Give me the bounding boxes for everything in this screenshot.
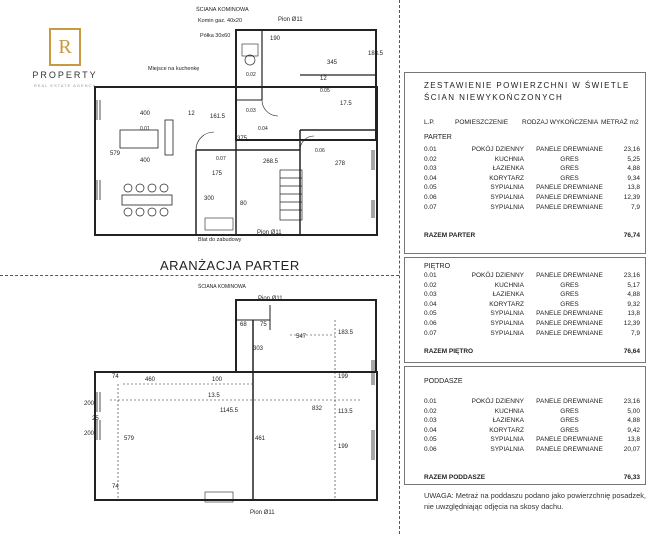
row-material: GRES: [560, 155, 579, 163]
dim-400-b: 400: [140, 158, 151, 164]
room-tag-004: 0.04: [258, 126, 268, 132]
row-room: SYPIALNIA: [490, 310, 524, 318]
row-area: 13,8: [627, 310, 640, 318]
row-material: PANELE DREWNIANE: [536, 310, 603, 318]
row-area: 7,9: [630, 203, 640, 211]
row-room: KORYTARZ: [489, 426, 524, 434]
row-lp: 0.01: [424, 272, 437, 279]
row-area: 23,16: [623, 398, 640, 405]
plan-top-shelf-label: Półka 30x60: [200, 33, 231, 39]
table-row: [424, 146, 640, 156]
plan-top-pipe-label: Pion Ø11: [278, 17, 303, 23]
dim-579: 579: [110, 151, 121, 157]
vertical-divider: [399, 0, 400, 534]
row-lp: 0.06: [424, 194, 437, 201]
row-lp: 0.03: [424, 165, 437, 173]
dim-12-a: 12: [188, 111, 195, 117]
dim-461: 461: [255, 436, 266, 442]
dim-75: 75: [260, 322, 267, 328]
row-lp: 0.05: [424, 436, 437, 444]
row-room: SYPIALNIA: [490, 436, 524, 444]
row-material: PANELE DREWNIANE: [536, 203, 603, 211]
table-row: [424, 320, 640, 330]
dim-161-5: 161.5: [210, 114, 226, 120]
row-material: GRES: [560, 426, 579, 434]
row-material: GRES: [560, 300, 579, 308]
row-material: PANELE DREWNIANE: [536, 146, 603, 153]
row-room: SYPIALNIA: [490, 194, 524, 201]
row-room: SYPIALNIA: [490, 320, 524, 327]
room-tag-002: 0.02: [246, 72, 256, 78]
table-row: [424, 272, 640, 282]
row-room: ŁAZIENKA: [492, 417, 524, 425]
row-lp: 0.07: [424, 203, 437, 211]
plan-arrangement: [95, 300, 377, 502]
dim-74-b: 74: [112, 484, 119, 490]
row-material: PANELE DREWNIANE: [536, 194, 603, 201]
row-room: POKÓJ DZIENNY: [471, 272, 524, 279]
row-material: GRES: [560, 417, 579, 425]
row-area: 12,39: [623, 194, 640, 201]
row-material: PANELE DREWNIANE: [536, 398, 603, 405]
row-material: GRES: [560, 165, 579, 173]
row-lp: 0.02: [424, 407, 437, 415]
total-parter: [424, 232, 640, 242]
row-lp: 0.04: [424, 300, 437, 308]
section-pietro: PIĘTRO: [424, 263, 451, 270]
row-area: 5,17: [627, 281, 640, 289]
table-row: [424, 175, 640, 185]
row-area: 4,88: [627, 291, 640, 299]
dim-303: 303: [253, 346, 264, 352]
header-area: METRAŻ m2: [601, 119, 639, 126]
dim-547: 547: [296, 334, 307, 340]
plan-arrangement-labels: [84, 282, 354, 516]
row-lp: 0.02: [424, 155, 437, 163]
room-tag-001: 0.01: [140, 126, 150, 132]
row-material: PANELE DREWNIANE: [536, 184, 603, 192]
row-area: 5,25: [627, 155, 640, 163]
dim-100: 100: [212, 377, 223, 383]
dim-832: 832: [312, 406, 323, 412]
dim-13-5: 13.5: [208, 393, 220, 399]
header-lp: L.P.: [424, 119, 435, 126]
total-parter-value: 76,74: [623, 232, 640, 239]
dim-200-a: 200: [84, 401, 95, 407]
total-pietro-label: RAZEM PIĘTRO: [424, 348, 474, 355]
dim-300: 300: [204, 196, 215, 202]
table-row: [424, 330, 640, 340]
note-text: UWAGA: Metraż na poddaszu podano jako powierzchnię posadzek, nie uwzględniając odjęcia na skosy dachu.: [424, 491, 646, 511]
dim-183-5: 183.5: [368, 51, 384, 57]
row-room: KORYTARZ: [489, 300, 524, 308]
total-pietro-value: 76,64: [623, 348, 640, 355]
row-area: 7,9: [630, 329, 640, 337]
row-material: GRES: [560, 174, 579, 182]
row-material: GRES: [560, 281, 579, 289]
row-area: 13,8: [627, 436, 640, 444]
dim-345: 345: [327, 60, 338, 66]
header-room: POMIESZCZENIE: [455, 119, 509, 126]
dim-12-b: 12: [320, 76, 327, 82]
row-area: 9,42: [627, 426, 640, 434]
table-row: [424, 427, 640, 437]
plan-top-counter-label: Blat do zabudowy: [198, 237, 242, 243]
arrangement-title: ARANŻACJA PARTER: [160, 258, 300, 273]
row-room: SYPIALNIA: [490, 184, 524, 192]
row-lp: 0.04: [424, 174, 437, 182]
row-area: 9,34: [627, 174, 640, 182]
row-material: PANELE DREWNIANE: [536, 272, 603, 279]
row-area: 4,88: [627, 417, 640, 425]
row-material: PANELE DREWNIANE: [536, 436, 603, 444]
row-area: 23,16: [623, 146, 640, 153]
row-lp: 0.01: [424, 146, 437, 153]
plan-top-chimney-label: ŚCIANA KOMINOWA: [196, 7, 249, 13]
table-row: [424, 194, 640, 204]
row-area: 5,00: [627, 407, 640, 415]
dim-17-5: 17.5: [340, 101, 352, 107]
row-room: SYPIALNIA: [490, 446, 524, 453]
row-lp: 0.05: [424, 310, 437, 318]
logo-letter: R: [58, 36, 72, 58]
row-area: 23,16: [623, 272, 640, 279]
row-lp: 0.05: [424, 184, 437, 192]
dim-199-a: 199: [338, 374, 349, 380]
row-material: GRES: [560, 291, 579, 299]
row-room: KUCHNIA: [494, 155, 524, 163]
total-poddasze-label: RAZEM PODDASZE: [424, 474, 486, 481]
total-parter-label: RAZEM PARTER: [424, 232, 476, 239]
table-row: [424, 446, 640, 456]
total-pietro: [424, 348, 640, 358]
table-row: [424, 398, 640, 408]
row-room: KUCHNIA: [494, 407, 524, 415]
header-material: RODZAJ WYKOŃCZENIA: [522, 119, 599, 126]
table-row: [424, 184, 640, 194]
dim-278: 278: [335, 161, 346, 167]
dim-200-b: 200: [84, 431, 95, 437]
row-lp: 0.07: [424, 329, 437, 337]
dim-74-a: 74: [112, 374, 119, 380]
plan-bottom-pipe-top-label: Pion Ø11: [258, 296, 283, 302]
row-material: PANELE DREWNIANE: [536, 320, 603, 327]
table-row: [424, 408, 640, 418]
dim-375: 375: [237, 136, 248, 142]
row-room: KUCHNIA: [494, 281, 524, 289]
dim-113-5: 113.5: [338, 409, 353, 415]
row-material: PANELE DREWNIANE: [536, 446, 603, 453]
table-row: [424, 291, 640, 301]
row-lp: 0.03: [424, 417, 437, 425]
section-parter: PARTER: [424, 134, 452, 141]
table-row: [424, 436, 640, 446]
row-room: SYPIALNIA: [490, 329, 524, 337]
row-room: ŁAZIENKA: [492, 165, 524, 173]
row-lp: 0.01: [424, 398, 437, 405]
table-row: [424, 301, 640, 311]
row-lp: 0.02: [424, 281, 437, 289]
row-room: KORYTARZ: [489, 174, 524, 182]
room-tag-007: 0.07: [216, 156, 226, 162]
plan-bottom-pipe-bottom-label: Pion Ø11: [250, 510, 275, 516]
table-row: [424, 165, 640, 175]
dim-80: 80: [240, 201, 247, 207]
table-row: [424, 156, 640, 166]
plan-top-chimney-dims: Komin gaz. 40x20: [198, 18, 243, 24]
dim-400-a: 400: [140, 111, 151, 117]
row-area: 9,32: [627, 300, 640, 308]
row-room: POKÓJ DZIENNY: [471, 146, 524, 153]
row-room: POKÓJ DZIENNY: [471, 398, 524, 405]
dim-579-b: 579: [124, 436, 135, 442]
room-tag-003: 0.03: [246, 108, 256, 114]
dim-68: 68: [240, 322, 247, 328]
total-poddasze-value: 76,33: [623, 474, 640, 481]
dim-25: 25: [92, 416, 99, 422]
logo-tagline: REAL ESTATE AGENCY: [33, 83, 97, 88]
table-title: ZESTAWIENIE POWIERZCHNI W ŚWIETLE ŚCIAN NIEWYKOŃCZONYCH: [424, 81, 630, 102]
row-area: 20,07: [623, 446, 640, 453]
row-area: 4,88: [627, 165, 640, 173]
dim-199-b: 199: [338, 444, 349, 450]
row-room: SYPIALNIA: [490, 203, 524, 211]
row-room: ŁAZIENKA: [492, 291, 524, 299]
plan-top-stove-label: Miejsce na kuchenkę: [148, 66, 200, 72]
row-lp: 0.04: [424, 426, 437, 434]
dim-175: 175: [212, 171, 223, 177]
row-lp: 0.06: [424, 446, 437, 453]
row-material: GRES: [560, 407, 579, 415]
total-poddasze: [424, 474, 640, 484]
plan-parter-labels: [110, 5, 384, 243]
dim-183-5-b: 183.5: [338, 330, 354, 336]
table-row: [424, 310, 640, 320]
dim-190: 190: [270, 36, 281, 42]
plan-top-pipe-bottom-label: Pion Ø11: [257, 230, 282, 236]
logo-brand: PROPERTY: [32, 70, 98, 80]
room-tag-005: 0.05: [320, 88, 330, 94]
row-material: PANELE DREWNIANE: [536, 329, 603, 337]
row-area: 12,39: [623, 320, 640, 327]
row-lp: 0.06: [424, 320, 437, 327]
row-lp: 0.03: [424, 291, 437, 299]
section-poddasze: PODDASZE: [424, 378, 463, 385]
dim-1145-5: 1145.5: [220, 408, 238, 414]
table-row: [424, 417, 640, 427]
plan-bottom-chimney-label: ŚCIANA KOMINOWA: [198, 284, 246, 290]
room-tag-006: 0.06: [315, 148, 325, 154]
dim-460: 460: [145, 377, 156, 383]
row-area: 13,8: [627, 184, 640, 192]
dim-268-5: 268.5: [263, 159, 279, 165]
table-row: [424, 282, 640, 292]
table-row: [424, 204, 640, 214]
